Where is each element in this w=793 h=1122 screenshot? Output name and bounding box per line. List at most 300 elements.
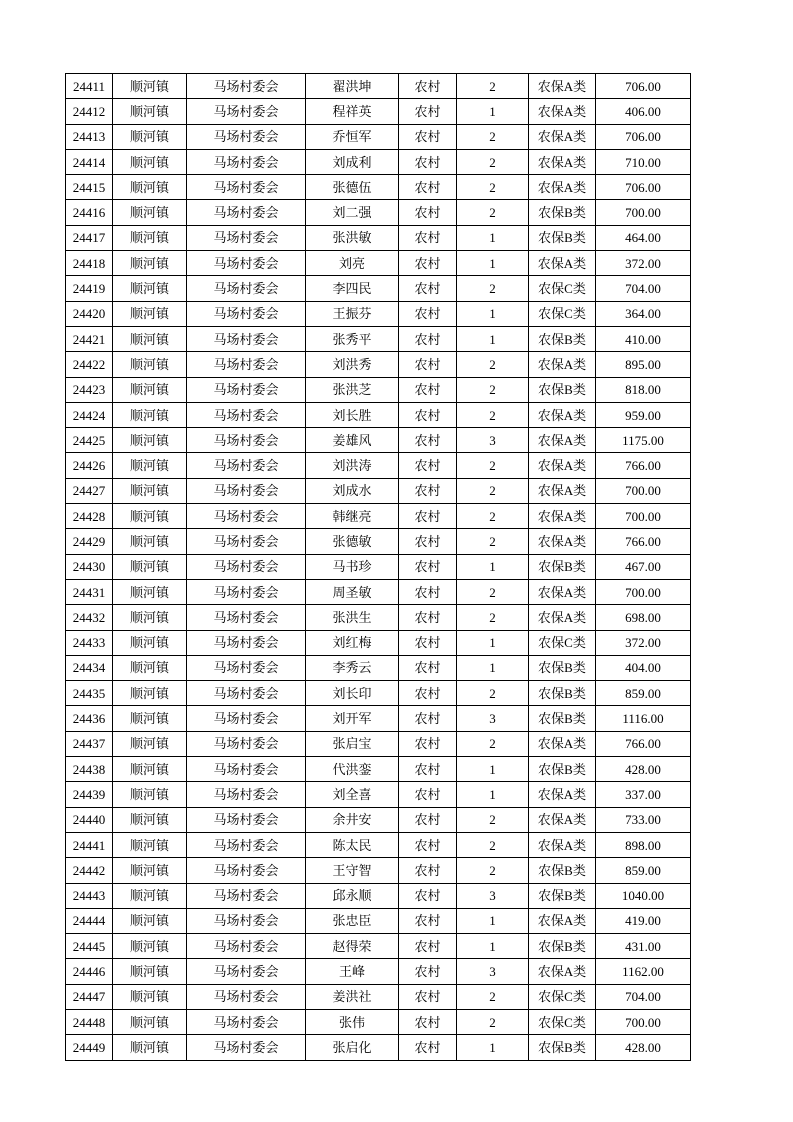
table-cell-insurance_category: 农保A类	[529, 579, 596, 604]
table-cell-insurance_category: 农保A类	[529, 529, 596, 554]
table-cell-name: 王峰	[306, 959, 399, 984]
table-cell-amount: 698.00	[596, 605, 691, 630]
table-cell-id: 24433	[66, 630, 113, 655]
table-cell-village: 马场村委会	[187, 99, 306, 124]
table-cell-town: 顺河镇	[113, 149, 187, 174]
table-cell-insurance_category: 农保C类	[529, 1009, 596, 1034]
table-cell-id: 24441	[66, 832, 113, 857]
table-cell-residence_type: 农村	[399, 175, 457, 200]
table-cell-amount: 859.00	[596, 681, 691, 706]
table-row	[66, 99, 691, 124]
table-cell-insurance_category: 农保A类	[529, 959, 596, 984]
table-cell-amount: 733.00	[596, 807, 691, 832]
table-cell-name: 陈太民	[306, 832, 399, 857]
table-cell-town: 顺河镇	[113, 807, 187, 832]
table-cell-town: 顺河镇	[113, 1035, 187, 1060]
table-cell-town: 顺河镇	[113, 276, 187, 301]
table-cell-id: 24447	[66, 984, 113, 1009]
table-cell-village: 马场村委会	[187, 959, 306, 984]
table-row	[66, 1009, 691, 1034]
table-cell-village: 马场村委会	[187, 225, 306, 250]
table-row	[66, 984, 691, 1009]
table-cell-id: 24448	[66, 1009, 113, 1034]
table-cell-insurance_category: 农保B类	[529, 200, 596, 225]
table-row	[66, 326, 691, 351]
table-cell-town: 顺河镇	[113, 782, 187, 807]
table-cell-name: 程祥英	[306, 99, 399, 124]
table-cell-person_count: 2	[457, 377, 529, 402]
table-cell-town: 顺河镇	[113, 1009, 187, 1034]
table-cell-village: 马场村委会	[187, 428, 306, 453]
table-cell-residence_type: 农村	[399, 200, 457, 225]
table-cell-town: 顺河镇	[113, 908, 187, 933]
table-body	[66, 74, 691, 1061]
table-cell-id: 24436	[66, 706, 113, 731]
table-cell-amount: 710.00	[596, 149, 691, 174]
table-cell-residence_type: 农村	[399, 984, 457, 1009]
table-cell-id: 24440	[66, 807, 113, 832]
table-cell-person_count: 2	[457, 124, 529, 149]
table-row	[66, 1035, 691, 1060]
table-cell-town: 顺河镇	[113, 402, 187, 427]
table-row	[66, 504, 691, 529]
table-row	[66, 731, 691, 756]
table-cell-name: 刘开军	[306, 706, 399, 731]
table-cell-residence_type: 农村	[399, 605, 457, 630]
table-cell-village: 马场村委会	[187, 200, 306, 225]
table-cell-id: 24444	[66, 908, 113, 933]
table-cell-person_count: 1	[457, 99, 529, 124]
table-cell-name: 周圣敏	[306, 579, 399, 604]
table-cell-id: 24445	[66, 934, 113, 959]
table-cell-name: 刘成利	[306, 149, 399, 174]
table-cell-insurance_category: 农保A类	[529, 478, 596, 503]
table-cell-id: 24418	[66, 251, 113, 276]
table-cell-person_count: 2	[457, 200, 529, 225]
table-cell-town: 顺河镇	[113, 731, 187, 756]
table-cell-person_count: 2	[457, 149, 529, 174]
table-cell-amount: 410.00	[596, 326, 691, 351]
table-row	[66, 681, 691, 706]
table-cell-amount: 700.00	[596, 200, 691, 225]
table-cell-insurance_category: 农保A类	[529, 402, 596, 427]
table-cell-town: 顺河镇	[113, 124, 187, 149]
table-cell-person_count: 2	[457, 984, 529, 1009]
table-cell-id: 24429	[66, 529, 113, 554]
table-cell-id: 24425	[66, 428, 113, 453]
records-table	[65, 73, 691, 1061]
table-cell-village: 马场村委会	[187, 301, 306, 326]
table-cell-name: 王守智	[306, 858, 399, 883]
table-cell-residence_type: 农村	[399, 428, 457, 453]
table-row	[66, 934, 691, 959]
table-cell-person_count: 1	[457, 554, 529, 579]
table-cell-person_count: 1	[457, 908, 529, 933]
table-cell-amount: 895.00	[596, 352, 691, 377]
table-cell-town: 顺河镇	[113, 175, 187, 200]
table-cell-amount: 467.00	[596, 554, 691, 579]
table-cell-village: 马场村委会	[187, 402, 306, 427]
table-cell-insurance_category: 农保B类	[529, 681, 596, 706]
table-cell-insurance_category: 农保C类	[529, 301, 596, 326]
table-cell-residence_type: 农村	[399, 554, 457, 579]
table-cell-amount: 372.00	[596, 630, 691, 655]
table-cell-person_count: 2	[457, 175, 529, 200]
table-cell-insurance_category: 农保B类	[529, 225, 596, 250]
table-cell-id: 24443	[66, 883, 113, 908]
table-cell-town: 顺河镇	[113, 630, 187, 655]
table-cell-name: 姜洪社	[306, 984, 399, 1009]
table-cell-insurance_category: 农保A类	[529, 99, 596, 124]
table-cell-residence_type: 农村	[399, 731, 457, 756]
table-cell-town: 顺河镇	[113, 352, 187, 377]
table-cell-person_count: 2	[457, 402, 529, 427]
table-row	[66, 124, 691, 149]
table-cell-person_count: 1	[457, 251, 529, 276]
table-cell-town: 顺河镇	[113, 579, 187, 604]
table-row	[66, 908, 691, 933]
table-cell-name: 刘长印	[306, 681, 399, 706]
table-cell-name: 张启化	[306, 1035, 399, 1060]
table-cell-amount: 372.00	[596, 251, 691, 276]
table-cell-name: 李四民	[306, 276, 399, 301]
table-cell-id: 24415	[66, 175, 113, 200]
table-cell-insurance_category: 农保A类	[529, 74, 596, 99]
table-row	[66, 529, 691, 554]
table-cell-town: 顺河镇	[113, 832, 187, 857]
table-cell-residence_type: 农村	[399, 706, 457, 731]
table-cell-town: 顺河镇	[113, 706, 187, 731]
table-cell-amount: 704.00	[596, 276, 691, 301]
table-cell-id: 24417	[66, 225, 113, 250]
table-cell-id: 24419	[66, 276, 113, 301]
table-cell-person_count: 1	[457, 301, 529, 326]
table-cell-village: 马场村委会	[187, 832, 306, 857]
table-cell-village: 马场村委会	[187, 681, 306, 706]
table-cell-id: 24420	[66, 301, 113, 326]
table-cell-amount: 1116.00	[596, 706, 691, 731]
table-cell-id: 24416	[66, 200, 113, 225]
table-cell-residence_type: 农村	[399, 453, 457, 478]
table-row	[66, 782, 691, 807]
table-cell-insurance_category: 农保A类	[529, 149, 596, 174]
table-cell-town: 顺河镇	[113, 251, 187, 276]
table-cell-amount: 404.00	[596, 655, 691, 680]
table-cell-person_count: 1	[457, 225, 529, 250]
table-cell-amount: 700.00	[596, 579, 691, 604]
table-cell-person_count: 1	[457, 630, 529, 655]
table-cell-insurance_category: 农保B类	[529, 883, 596, 908]
table-cell-amount: 428.00	[596, 757, 691, 782]
table-cell-person_count: 1	[457, 326, 529, 351]
table-cell-village: 马场村委会	[187, 605, 306, 630]
table-cell-id: 24412	[66, 99, 113, 124]
table-cell-village: 马场村委会	[187, 352, 306, 377]
table-cell-village: 马场村委会	[187, 1035, 306, 1060]
table-cell-residence_type: 农村	[399, 149, 457, 174]
table-cell-person_count: 1	[457, 757, 529, 782]
table-cell-person_count: 2	[457, 832, 529, 857]
table-cell-name: 张洪芝	[306, 377, 399, 402]
table-cell-person_count: 3	[457, 959, 529, 984]
table-row	[66, 74, 691, 99]
table-cell-name: 刘洪涛	[306, 453, 399, 478]
table-cell-town: 顺河镇	[113, 605, 187, 630]
table-cell-village: 马场村委会	[187, 579, 306, 604]
table-row	[66, 605, 691, 630]
table-cell-name: 张伟	[306, 1009, 399, 1034]
table-cell-person_count: 1	[457, 1035, 529, 1060]
table-row	[66, 453, 691, 478]
table-cell-village: 马场村委会	[187, 655, 306, 680]
table-row	[66, 807, 691, 832]
table-cell-insurance_category: 农保B类	[529, 377, 596, 402]
table-cell-insurance_category: 农保A类	[529, 124, 596, 149]
table-cell-town: 顺河镇	[113, 453, 187, 478]
table-row	[66, 225, 691, 250]
table-cell-town: 顺河镇	[113, 681, 187, 706]
table-cell-id: 24439	[66, 782, 113, 807]
table-cell-residence_type: 农村	[399, 630, 457, 655]
table-cell-amount: 859.00	[596, 858, 691, 883]
table-cell-village: 马场村委会	[187, 276, 306, 301]
table-cell-name: 赵得荣	[306, 934, 399, 959]
table-cell-village: 马场村委会	[187, 1009, 306, 1034]
table-cell-residence_type: 农村	[399, 251, 457, 276]
table-cell-village: 马场村委会	[187, 377, 306, 402]
table-cell-town: 顺河镇	[113, 529, 187, 554]
table-cell-name: 姜雄风	[306, 428, 399, 453]
table-row	[66, 352, 691, 377]
table-cell-name: 张德敏	[306, 529, 399, 554]
table-cell-insurance_category: 农保A类	[529, 807, 596, 832]
table-cell-insurance_category: 农保A类	[529, 352, 596, 377]
table-row	[66, 149, 691, 174]
table-cell-amount: 766.00	[596, 731, 691, 756]
table-cell-person_count: 2	[457, 1009, 529, 1034]
table-cell-town: 顺河镇	[113, 883, 187, 908]
table-cell-person_count: 1	[457, 782, 529, 807]
table-cell-amount: 464.00	[596, 225, 691, 250]
table-cell-residence_type: 农村	[399, 959, 457, 984]
table-row	[66, 554, 691, 579]
table-cell-residence_type: 农村	[399, 655, 457, 680]
table-cell-id: 24424	[66, 402, 113, 427]
table-cell-amount: 959.00	[596, 402, 691, 427]
table-row	[66, 630, 691, 655]
table-cell-amount: 700.00	[596, 1009, 691, 1034]
table-cell-name: 马书珍	[306, 554, 399, 579]
table-row	[66, 200, 691, 225]
table-cell-id: 24431	[66, 579, 113, 604]
table-cell-id: 24421	[66, 326, 113, 351]
table-cell-name: 乔恒军	[306, 124, 399, 149]
table-cell-name: 刘二强	[306, 200, 399, 225]
table-row	[66, 428, 691, 453]
table-cell-id: 24423	[66, 377, 113, 402]
table-cell-residence_type: 农村	[399, 276, 457, 301]
table-cell-residence_type: 农村	[399, 402, 457, 427]
table-cell-person_count: 3	[457, 883, 529, 908]
table-row	[66, 959, 691, 984]
table-cell-town: 顺河镇	[113, 504, 187, 529]
table-cell-town: 顺河镇	[113, 301, 187, 326]
table-row	[66, 832, 691, 857]
table-cell-village: 马场村委会	[187, 706, 306, 731]
table-cell-amount: 898.00	[596, 832, 691, 857]
table-cell-id: 24430	[66, 554, 113, 579]
table-cell-person_count: 2	[457, 453, 529, 478]
table-cell-residence_type: 农村	[399, 74, 457, 99]
table-cell-residence_type: 农村	[399, 377, 457, 402]
table-cell-residence_type: 农村	[399, 757, 457, 782]
table-cell-insurance_category: 农保A类	[529, 504, 596, 529]
table-cell-amount: 766.00	[596, 529, 691, 554]
table-cell-village: 马场村委会	[187, 984, 306, 1009]
table-cell-town: 顺河镇	[113, 377, 187, 402]
table-cell-name: 张洪生	[306, 605, 399, 630]
table-cell-village: 马场村委会	[187, 251, 306, 276]
table-cell-residence_type: 农村	[399, 326, 457, 351]
table-cell-residence_type: 农村	[399, 579, 457, 604]
table-cell-residence_type: 农村	[399, 124, 457, 149]
table-cell-name: 王振芬	[306, 301, 399, 326]
table-cell-person_count: 2	[457, 858, 529, 883]
table-cell-town: 顺河镇	[113, 959, 187, 984]
table-cell-amount: 706.00	[596, 175, 691, 200]
table-cell-residence_type: 农村	[399, 352, 457, 377]
table-cell-id: 24438	[66, 757, 113, 782]
table-cell-id: 24411	[66, 74, 113, 99]
table-cell-amount: 428.00	[596, 1035, 691, 1060]
table-cell-name: 韩继亮	[306, 504, 399, 529]
table-cell-town: 顺河镇	[113, 428, 187, 453]
table-cell-residence_type: 农村	[399, 301, 457, 326]
table-cell-id: 24414	[66, 149, 113, 174]
table-cell-amount: 704.00	[596, 984, 691, 1009]
table-row	[66, 402, 691, 427]
table-cell-amount: 818.00	[596, 377, 691, 402]
table-cell-id: 24432	[66, 605, 113, 630]
table-cell-village: 马场村委会	[187, 757, 306, 782]
table-cell-person_count: 2	[457, 74, 529, 99]
table-row	[66, 579, 691, 604]
table-cell-amount: 431.00	[596, 934, 691, 959]
table-cell-insurance_category: 农保C类	[529, 984, 596, 1009]
table-row	[66, 757, 691, 782]
table-cell-name: 刘亮	[306, 251, 399, 276]
table-row	[66, 301, 691, 326]
table-cell-residence_type: 农村	[399, 908, 457, 933]
table-cell-village: 马场村委会	[187, 782, 306, 807]
table-cell-insurance_category: 农保A类	[529, 832, 596, 857]
table-cell-amount: 700.00	[596, 504, 691, 529]
table-cell-residence_type: 农村	[399, 225, 457, 250]
table-cell-person_count: 3	[457, 706, 529, 731]
table-cell-name: 代洪銮	[306, 757, 399, 782]
table-cell-residence_type: 农村	[399, 807, 457, 832]
table-cell-village: 马场村委会	[187, 175, 306, 200]
table-cell-name: 刘成水	[306, 478, 399, 503]
table-cell-village: 马场村委会	[187, 908, 306, 933]
table-cell-village: 马场村委会	[187, 731, 306, 756]
table-cell-name: 张德伍	[306, 175, 399, 200]
table-cell-name: 张洪敏	[306, 225, 399, 250]
table-cell-village: 马场村委会	[187, 74, 306, 99]
table-cell-residence_type: 农村	[399, 99, 457, 124]
table-cell-village: 马场村委会	[187, 326, 306, 351]
table-cell-name: 刘长胜	[306, 402, 399, 427]
table-cell-id: 24442	[66, 858, 113, 883]
table-cell-id: 24427	[66, 478, 113, 503]
table-cell-insurance_category: 农保A类	[529, 175, 596, 200]
table-cell-residence_type: 农村	[399, 504, 457, 529]
table-cell-residence_type: 农村	[399, 883, 457, 908]
table-cell-insurance_category: 农保A类	[529, 251, 596, 276]
table-cell-insurance_category: 农保A类	[529, 605, 596, 630]
table-cell-village: 马场村委会	[187, 149, 306, 174]
table-cell-insurance_category: 农保B类	[529, 326, 596, 351]
table-cell-amount: 1162.00	[596, 959, 691, 984]
table-cell-amount: 766.00	[596, 453, 691, 478]
table-cell-town: 顺河镇	[113, 326, 187, 351]
table-cell-name: 刘洪秀	[306, 352, 399, 377]
table-cell-amount: 419.00	[596, 908, 691, 933]
table-cell-town: 顺河镇	[113, 655, 187, 680]
table-cell-insurance_category: 农保B类	[529, 1035, 596, 1060]
table-cell-residence_type: 农村	[399, 782, 457, 807]
table-cell-residence_type: 农村	[399, 1009, 457, 1034]
table-cell-person_count: 2	[457, 579, 529, 604]
table-cell-insurance_category: 农保B类	[529, 554, 596, 579]
table-cell-insurance_category: 农保B类	[529, 757, 596, 782]
table-cell-person_count: 1	[457, 934, 529, 959]
table-cell-name: 邱永顺	[306, 883, 399, 908]
table-cell-person_count: 2	[457, 504, 529, 529]
table-cell-town: 顺河镇	[113, 757, 187, 782]
table-cell-residence_type: 农村	[399, 858, 457, 883]
table-cell-village: 马场村委会	[187, 630, 306, 655]
table-row	[66, 883, 691, 908]
table-cell-insurance_category: 农保A类	[529, 731, 596, 756]
table-cell-town: 顺河镇	[113, 225, 187, 250]
table-cell-amount: 706.00	[596, 124, 691, 149]
table-cell-id: 24422	[66, 352, 113, 377]
table-cell-name: 刘红梅	[306, 630, 399, 655]
table-cell-name: 翟洪坤	[306, 74, 399, 99]
table-cell-residence_type: 农村	[399, 681, 457, 706]
table-cell-village: 马场村委会	[187, 554, 306, 579]
table-row	[66, 377, 691, 402]
table-cell-id: 24428	[66, 504, 113, 529]
table-cell-town: 顺河镇	[113, 74, 187, 99]
table-cell-id: 24449	[66, 1035, 113, 1060]
table-cell-id: 24413	[66, 124, 113, 149]
table-cell-insurance_category: 农保A类	[529, 908, 596, 933]
table-cell-village: 马场村委会	[187, 478, 306, 503]
table-cell-insurance_category: 农保B类	[529, 706, 596, 731]
table-cell-insurance_category: 农保A类	[529, 428, 596, 453]
table-cell-name: 刘全喜	[306, 782, 399, 807]
table-cell-name: 张忠臣	[306, 908, 399, 933]
table-cell-person_count: 3	[457, 428, 529, 453]
table-cell-id: 24435	[66, 681, 113, 706]
table-cell-insurance_category: 农保A类	[529, 782, 596, 807]
table-cell-name: 张启宝	[306, 731, 399, 756]
table-cell-insurance_category: 农保B类	[529, 858, 596, 883]
table-cell-person_count: 2	[457, 731, 529, 756]
table-cell-insurance_category: 农保B类	[529, 655, 596, 680]
